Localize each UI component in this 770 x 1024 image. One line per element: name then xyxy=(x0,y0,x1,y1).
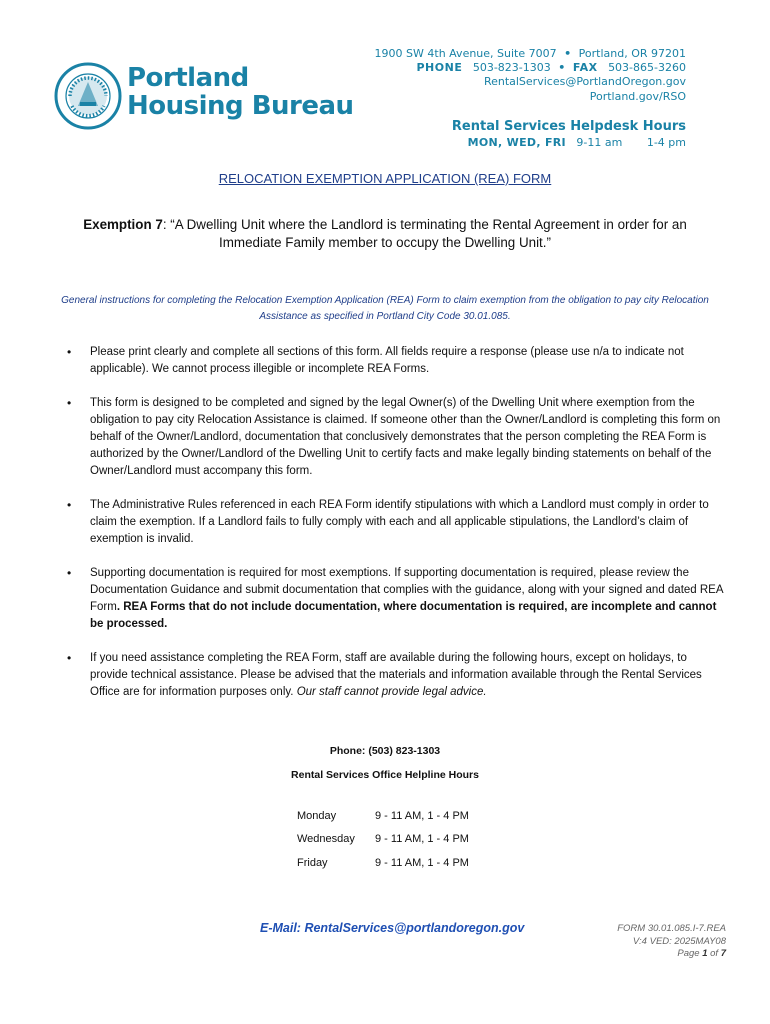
brand-line-2: Housing Bureau xyxy=(127,91,354,121)
exemption-statement xyxy=(60,216,710,252)
instruction-list xyxy=(66,344,726,701)
bullet-icon: • xyxy=(67,396,72,410)
table-row xyxy=(292,851,469,875)
page-current: 1 xyxy=(702,948,708,959)
separator: • xyxy=(564,47,572,60)
list-item-text: This form is designed to be completed and signed by the legal Owner(s) of the Dwelling Unit where exemption from the obligation to pay city Relocation Assistance is claimed. If someone other than the Owner/Landlord is completing this form on behalf of the Owner/Landlord, documentation that conclusively demonstrates that the person completing the REA Form is authorized by the Owner/Landlord of the Dwelling Unit to certify facts and make legally binding statements on behalf of the Owner/Landlord must accompany this form. xyxy=(90,397,721,477)
day-cell: Monday xyxy=(297,809,337,822)
bullet-icon: • xyxy=(67,566,72,580)
city-seal-icon xyxy=(54,62,122,130)
legal-advice-note: Our staff cannot provide legal advice. xyxy=(296,686,487,698)
page-indicator xyxy=(617,948,726,961)
form-version: V:4 VED: 2025MAY08 xyxy=(632,935,726,947)
helpdesk-days: MON, WED, FRI xyxy=(467,136,566,149)
address: 1900 SW 4th Avenue, Suite 7007 xyxy=(374,47,557,60)
day-cell: Wednesday xyxy=(297,833,355,846)
hours-table xyxy=(292,804,469,875)
list-item xyxy=(66,395,726,480)
bullet-icon: • xyxy=(67,498,72,512)
time-cell: 9 - 11 AM, 1 - 4 PM xyxy=(375,856,469,869)
contact-block xyxy=(375,47,686,104)
list-item-text: Please print clearly and complete all sections of this form. All fields require a response (please use n/a to indicate not applicable). We cannot process illegible or incomplete REA Forms. xyxy=(90,346,684,375)
bullet-icon: • xyxy=(67,651,72,665)
brand-logotype xyxy=(127,64,354,120)
page-label: Page xyxy=(677,948,700,959)
form-title: RELOCATION EXEMPTION APPLICATION (REA) FORM xyxy=(218,171,552,186)
fax-label: FAX xyxy=(572,61,598,75)
phone-label: PHONE xyxy=(416,61,463,75)
list-item xyxy=(66,650,726,701)
fax-number: 503-865-3260 xyxy=(608,61,686,75)
header-email: RentalServices@PortlandOregon.gov xyxy=(483,75,686,89)
helpdesk-afternoon: 1-4 pm xyxy=(646,136,686,149)
address-line xyxy=(375,47,686,61)
day-cell: Friday xyxy=(297,856,328,869)
exemption-text: : “A Dwelling Unit where the Landlord is terminating the Rental Agreement in order for an Immediate Family member to occupy the Dwelling Unit.” xyxy=(162,217,687,250)
form-number: FORM 30.01.085.I-7.REA xyxy=(617,923,726,934)
brand-line-1: Portland xyxy=(127,63,249,93)
list-item-text: The Administrative Rules referenced in each REA Form identify stipulations with which a Landlord must comply in order to claim the exemption. If a Landlord fails to fully comply with each and all applicable stipulations, the Landlord’s claim of exemption is invalid. xyxy=(90,499,709,545)
form-number-block xyxy=(617,923,726,961)
separator: • xyxy=(558,61,566,75)
page-of: of xyxy=(710,948,719,959)
phone-line: Phone: (503) 823-1303 xyxy=(329,745,441,757)
helpdesk-morning: 9-11 am xyxy=(576,136,623,149)
list-item xyxy=(66,497,726,548)
time-cell: 9 - 11 AM, 1 - 4 PM xyxy=(375,833,469,846)
header-web: Portland.gov/RSO xyxy=(589,89,686,103)
city: Portland, OR 97201 xyxy=(578,47,686,60)
helpdesk-hours xyxy=(452,135,686,151)
time-cell: 9 - 11 AM, 1 - 4 PM xyxy=(375,809,469,822)
exemption-label: Exemption 7 xyxy=(83,217,163,232)
footer-email[interactable]: E-Mail: RentalServices@portlandoregon.gov xyxy=(260,921,525,935)
helpdesk-title: Rental Services Helpdesk Hours xyxy=(451,119,686,134)
helpdesk-block xyxy=(452,119,686,151)
bullet-icon: • xyxy=(67,345,72,359)
page-total: 7 xyxy=(720,948,726,959)
phone-number: 503-823-1303 xyxy=(472,61,551,75)
list-item xyxy=(66,344,726,378)
general-instructions: General instructions for completing the Relocation Exemption Application (REA) Form to claim exemption from the obligation to pay city Relocation Assistance as specified in Portland City Code 30.01.085. xyxy=(61,295,709,322)
list-item-warning: . REA Forms that do not include documentation, where documentation is required, are incomplete and cannot be processed. xyxy=(90,601,717,630)
table-row xyxy=(292,804,469,828)
table-row xyxy=(292,828,469,852)
list-item-text: If you need assistance completing the REA Form, staff are available during the following hours, except on holidays, to provide technical assistance. Please be advised that the materials and information available through the Rental Services Office are for information purposes only. xyxy=(90,652,702,698)
helpline-title: Rental Services Office Helpline Hours xyxy=(291,769,479,781)
list-item xyxy=(66,565,726,633)
phone-fax-line xyxy=(375,61,686,75)
list-item-text: Supporting documentation is required for most exemptions. If supporting documentation is required, please review the Documentation Guidance and submit documentation that complies with the guidance, along with your signed and dated REA Form xyxy=(90,567,723,613)
